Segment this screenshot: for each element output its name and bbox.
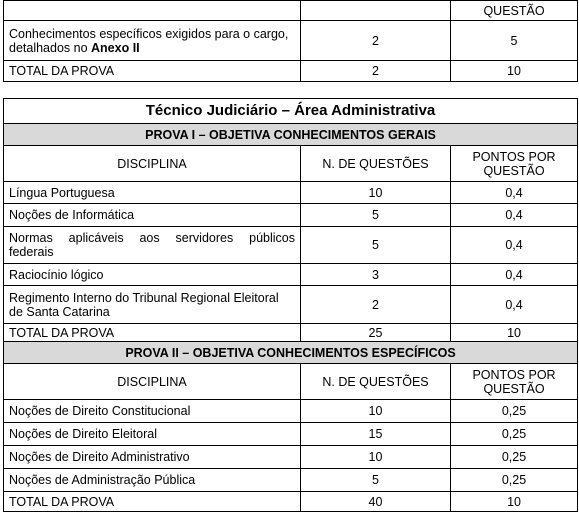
total-row — [4, 324, 578, 342]
table-row — [4, 21, 578, 61]
prova2-heading: PROVA II – OBJETIVA CONHECIMENTOS ESPECÍFICOS — [4, 342, 578, 364]
table-row — [4, 469, 578, 492]
disciplina-cell: Noções de Administração Pública — [4, 469, 301, 492]
previous-table — [3, 0, 578, 82]
total-pontos: 10 — [451, 61, 578, 82]
total-label: TOTAL DA PROVA — [4, 61, 301, 82]
prova1-column-header-row — [4, 146, 578, 182]
pontos-cell: 0,25 — [451, 446, 578, 469]
table-row — [4, 446, 578, 469]
questoes-cell: 10 — [301, 182, 451, 204]
pontos-cell: 0,4 — [451, 264, 578, 286]
total-row — [4, 492, 578, 512]
pontos-cell: 0,4 — [451, 227, 578, 264]
total-label: TOTAL DA PROVA — [4, 492, 301, 512]
questoes-cell: 10 — [301, 446, 451, 469]
total-pontos: 10 — [451, 492, 578, 512]
questoes-cell: 10 — [301, 400, 451, 423]
header-tail-pontos: QUESTÃO — [451, 1, 578, 21]
prova1-heading: PROVA I – OBJETIVA CONHECIMENTOS GERAIS — [4, 124, 578, 146]
table-row — [4, 423, 578, 446]
pontos-cell: 0,25 — [451, 400, 578, 423]
disciplina-cell: Noções de Direito Administrativo — [4, 446, 301, 469]
col-pontos: PONTOS POR QUESTÃO — [451, 364, 578, 400]
col-pontos: PONTOS POR QUESTÃO — [451, 146, 578, 182]
pontos-cell: 0,4 — [451, 182, 578, 204]
pontos-cell: 0,25 — [451, 469, 578, 492]
table-row — [4, 204, 578, 227]
disciplina-cell: Raciocínio lógico — [4, 264, 301, 286]
questoes-cell: 3 — [301, 264, 451, 286]
questoes-cell: 5 — [301, 204, 451, 227]
col-questoes: N. DE QUESTÕES — [301, 146, 451, 182]
table-row — [4, 227, 578, 264]
col-questoes: N. DE QUESTÕES — [301, 364, 451, 400]
pontos-cell: 5 — [451, 21, 578, 61]
total-questoes: 40 — [301, 492, 451, 512]
pontos-cell: 0,25 — [451, 423, 578, 446]
table-title: Técnico Judiciário – Área Administrativa — [4, 99, 578, 124]
table-row — [4, 400, 578, 423]
disciplina-cell: Regimento Interno do Tribunal Regional Eleitoral de Santa Catarina — [4, 286, 301, 324]
pontos-cell: 0,4 — [451, 286, 578, 324]
disciplina-cell: Normas aplicáveis aos servidores públicos federais — [4, 227, 301, 264]
disciplina-cell: Noções de Informática — [4, 204, 301, 227]
total-row — [4, 61, 578, 82]
questoes-cell: 15 — [301, 423, 451, 446]
questoes-cell: 2 — [301, 286, 451, 324]
total-label: TOTAL DA PROVA — [4, 324, 301, 342]
col-disciplina: DISCIPLINA — [4, 146, 301, 182]
disciplina-cell: Noções de Direito Constitucional — [4, 400, 301, 423]
questoes-cell: 5 — [301, 469, 451, 492]
col-disciplina: DISCIPLINA — [4, 364, 301, 400]
questoes-cell: 2 — [301, 21, 451, 61]
total-questoes: 25 — [301, 324, 451, 342]
header-tail-row — [4, 1, 578, 21]
tecnico-administrativo-table — [3, 98, 578, 512]
questoes-cell: 5 — [301, 227, 451, 264]
disciplina-cell: Conhecimentos específicos exigidos para o cargo, detalhados no Anexo II — [4, 21, 301, 61]
disciplina-cell: Língua Portuguesa — [4, 182, 301, 204]
total-questoes: 2 — [301, 61, 451, 82]
table-row — [4, 264, 578, 286]
total-pontos: 10 — [451, 324, 578, 342]
prova1-heading-row — [4, 124, 578, 146]
table-row — [4, 286, 578, 324]
prova2-column-header-row — [4, 364, 578, 400]
table-title-row — [4, 99, 578, 124]
anexo-reference: Anexo II — [91, 40, 140, 55]
disciplina-cell: Noções de Direito Eleitoral — [4, 423, 301, 446]
table-row — [4, 182, 578, 204]
prova2-heading-row — [4, 342, 578, 364]
pontos-cell: 0,4 — [451, 204, 578, 227]
